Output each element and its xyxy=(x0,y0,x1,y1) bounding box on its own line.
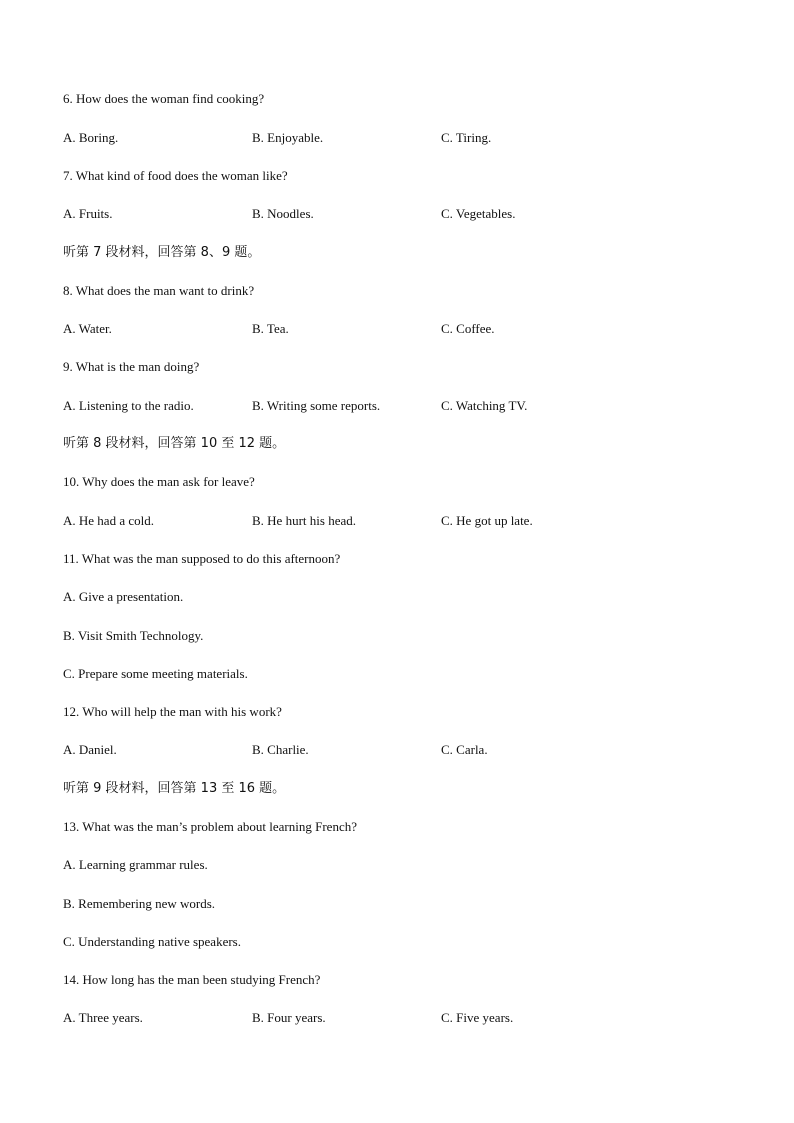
option-c: C. Five years. xyxy=(441,1010,514,1025)
question-9-options xyxy=(63,396,743,416)
question-6-options xyxy=(63,128,743,148)
section-8-instruction: 听第 8 段材料，回答第 10 至 12 题。 xyxy=(63,436,286,451)
option-a: A. He had a cold. xyxy=(63,513,154,528)
option-a: A. Listening to the radio. xyxy=(63,398,194,413)
question-11-option-b: B. Visit Smith Technology. xyxy=(63,628,204,643)
option-b: B. Tea. xyxy=(252,321,289,336)
question-12-options xyxy=(63,740,743,760)
option-b: B. Enjoyable. xyxy=(252,130,324,145)
option-c: C. Carla. xyxy=(441,742,488,757)
option-c: C. Tiring. xyxy=(441,130,492,145)
question-13-option-b: B. Remembering new words. xyxy=(63,896,216,911)
question-13-option-c: C. Understanding native speakers. xyxy=(63,934,241,949)
option-a: A. Fruits. xyxy=(63,206,113,221)
section-7-instruction: 听第 7 段材料，回答第 8、9 题。 xyxy=(63,245,261,260)
question-8: 8. What does the man want to drink? xyxy=(63,283,255,298)
option-c: C. Watching TV. xyxy=(441,398,528,413)
question-10-options xyxy=(63,511,743,531)
option-c: C. He got up late. xyxy=(441,513,533,528)
section-9-instruction: 听第 9 段材料，回答第 13 至 16 题。 xyxy=(63,781,286,796)
question-14: 14. How long has the man been studying French? xyxy=(63,972,321,987)
question-6: 6. How does the woman find cooking? xyxy=(63,91,265,106)
question-12: 12. Who will help the man with his work? xyxy=(63,704,282,719)
option-a: A. Boring. xyxy=(63,130,119,145)
question-11-option-a: A. Give a presentation. xyxy=(63,589,184,604)
option-b: B. Writing some reports. xyxy=(252,398,381,413)
option-b: B. Four years. xyxy=(252,1010,326,1025)
option-a: A. Three years. xyxy=(63,1010,143,1025)
question-9: 9. What is the man doing? xyxy=(63,359,200,374)
option-b: B. Charlie. xyxy=(252,742,309,757)
question-7-options xyxy=(63,204,743,224)
question-10: 10. Why does the man ask for leave? xyxy=(63,474,255,489)
option-c: C. Coffee. xyxy=(441,321,495,336)
option-a: A. Daniel. xyxy=(63,742,117,757)
option-c: C. Vegetables. xyxy=(441,206,516,221)
option-b: B. Noodles. xyxy=(252,206,314,221)
question-13-option-a: A. Learning grammar rules. xyxy=(63,857,208,872)
question-13: 13. What was the man’s problem about learning French? xyxy=(63,819,357,834)
question-11: 11. What was the man supposed to do this afternoon? xyxy=(63,551,341,566)
question-7: 7. What kind of food does the woman like? xyxy=(63,168,288,183)
option-b: B. He hurt his head. xyxy=(252,513,356,528)
question-8-options xyxy=(63,319,743,339)
question-11-option-c: C. Prepare some meeting materials. xyxy=(63,666,248,681)
option-a: A. Water. xyxy=(63,321,112,336)
question-14-options xyxy=(63,1008,743,1028)
